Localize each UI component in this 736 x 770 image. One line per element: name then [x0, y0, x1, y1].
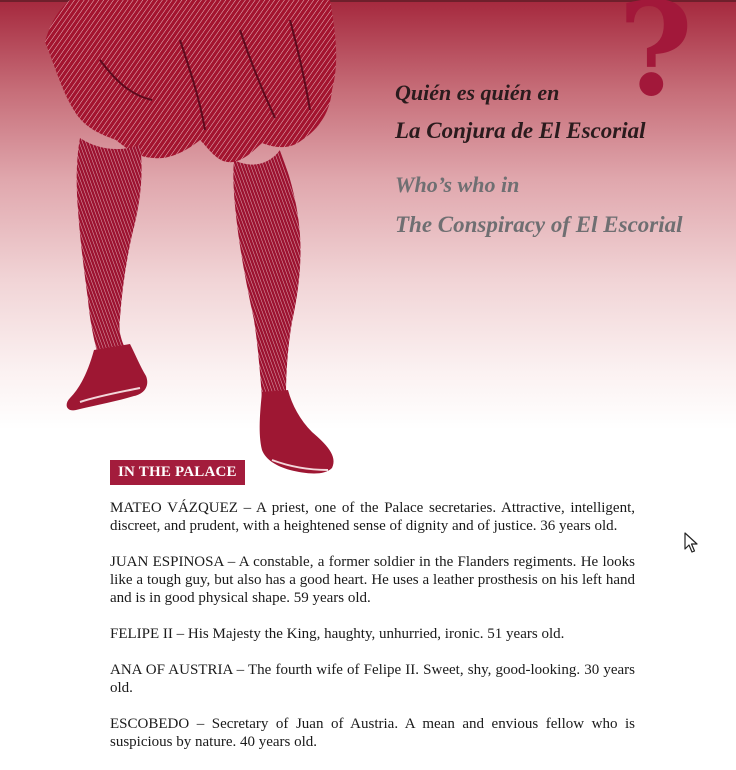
character-entry-ana-of-austria: ANA OF AUSTRIA – The fourth wife of Felipe II. Sweet, shy, good-looking. 30 years old.	[110, 662, 635, 696]
mouse-pointer-icon	[684, 532, 698, 554]
question-mark-glyph: ?	[618, 0, 693, 125]
character-entry-juan-espinosa: JUAN ESPINOSA – A constable, a former soldier in the Flanders regiments. He looks like a tough guy, but also has a good heart. He uses a leather prosthesis on his left hand and is in good physical shape. 59 years old.	[110, 554, 635, 606]
engraved-figure-illustration	[40, 0, 360, 480]
title-english-line-1: Who’s who in	[395, 172, 520, 197]
character-entry-felipe-ii: FELIPE II – His Majesty the King, haughty, unhurried, ironic. 51 years old.	[110, 626, 565, 642]
title-spanish-line-1: Quién es quién en	[395, 80, 560, 105]
character-entry-mateo-vazquez: MATEO VÁZQUEZ – A priest, one of the Palace secretaries. Attractive, intelligent, discreet, and prudent, with a heightened sense of dignity and of justice. 36 years old.	[110, 500, 635, 534]
title-spanish-line-2: La Conjura de El Escorial	[395, 118, 646, 143]
section-heading-badge: IN THE PALACE	[110, 460, 245, 485]
character-entry-escobedo: ESCOBEDO – Secretary of Juan of Austria. A mean and envious fellow who is suspicious by nature. 40 years old.	[110, 716, 635, 750]
character-list	[110, 499, 635, 769]
title-english-line-2: The Conspiracy of El Escorial	[395, 212, 683, 237]
